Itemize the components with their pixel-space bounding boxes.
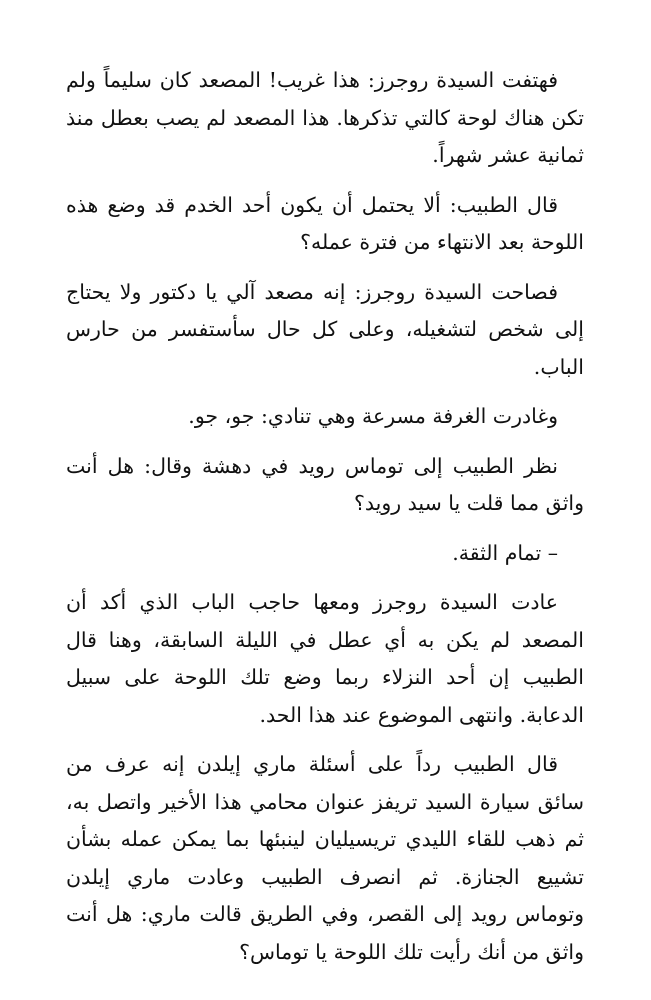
paragraph-6: – تمام الثقة. (452, 540, 558, 565)
paragraph-4: وغادرت الغرفة مسرعة وهي تنادي: جو، جو. (188, 404, 558, 428)
paragraph-3: فصاحت السيدة روجرز: إنه مصعد آلي يا دكتور ولا يحتاج إلى شخص لتشغيله، وعلى كل حال سأستفسر من حارس الباب. (66, 279, 584, 379)
paragraph-5: نظر الطبيب إلى توماس رويد في دهشة وقال: هل أنت واثق مما قلت يا سيد رويد؟ (66, 453, 584, 515)
paragraph-8: قال الطبيب رداً على أسئلة ماري إيلدن إنه عرف من سائق سيارة السيد تريفز عنوان محامي هذا الأخير واتصل به، ثم ذهب للقاء الليدي تريسيليان لينبئها بما يمكن عمله بشأن تشييع الجنازة. ثم انصرف الطبيب وعادت ماري إيلدن وتوماس رويد إلى القصر، وفي الطريق قالت ماري: هل أنت واثق من أنك رأيت تلك اللوحة يا توماس؟ (66, 752, 584, 964)
paragraph-7: عادت السيدة روجرز ومعها حاجب الباب الذي أكد أن المصعد لم يكن به أي عطل في الليلة السابقة، وهنا قال الطبيب إن أحد النزلاء ربما وضع تلك اللوحة على سبيل الدعابة. وانتهى الموضوع عند هذا الحد. (66, 590, 584, 727)
paragraph-1: فهتفت السيدة روجرز: هذا غريب! المصعد كان سليماً ولم تكن هناك لوحة كالتي تذكرها. هذا المصعد لم يصب بعطل منذ ثمانية عشر شهراً. (66, 68, 584, 167)
book-page-text (66, 62, 584, 983)
paragraph-2: قال الطبيب: ألا يحتمل أن يكون أحد الخدم قد وضع هذه اللوحة بعد الانتهاء من فترة عمله؟ (66, 192, 584, 254)
